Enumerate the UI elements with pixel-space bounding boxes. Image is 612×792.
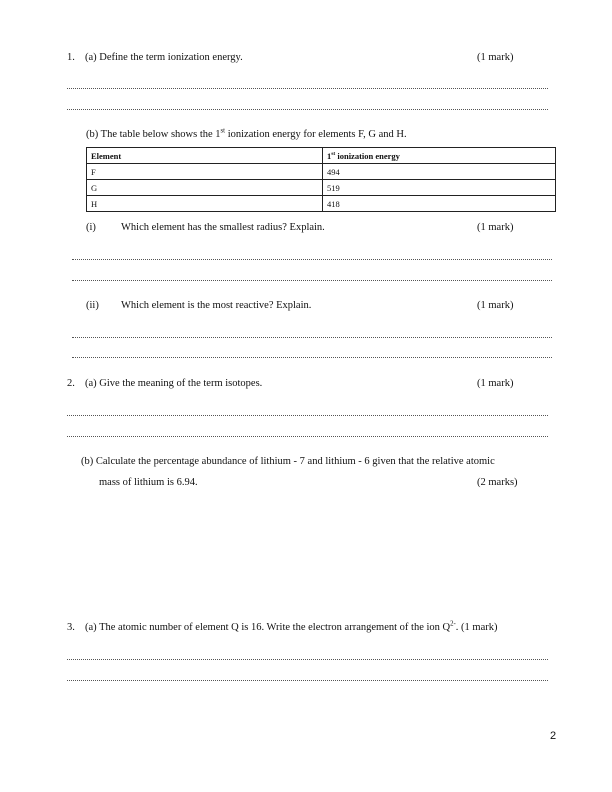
table-header-row [87,148,556,164]
q3-number: 3. [67,622,75,633]
q2-number: 2. [67,378,75,389]
ionization-energy-table [86,147,556,212]
answer-line [67,109,548,110]
element-cell: H [87,196,323,212]
q2b-text-line1: (b) Calculate the percentage abundance of lithium - 7 and lithium - 6 given that the relative atomic [81,456,495,467]
q2a-text: (a) Give the meaning of the term isotopes. [85,378,263,389]
q3a-text: (a) The atomic number of element Q is 16. Write the electron arrangement of the ion $Q^{2-}$. (1 mark) [85,620,498,633]
answer-line [72,357,552,358]
q1i-label: (i) [86,222,96,233]
energy-cell: 494 [323,164,556,180]
q1ii-text: Which element is the most reactive? Explain. [121,300,312,311]
answer-line [67,680,548,681]
q2b-mark: (2 marks) [477,477,518,488]
element-cell: F [87,164,323,180]
answer-line [67,659,548,660]
header-element: Element [87,148,323,164]
answer-line [67,415,548,416]
element-cell: G [87,180,323,196]
energy-cell: 418 [323,196,556,212]
q1ii-mark: (1 mark) [477,300,514,311]
q1a-mark: (1 mark) [477,52,514,63]
q1-number: 1. [67,52,75,63]
answer-line [67,436,548,437]
q1a-text: (a) Define the term ionization energy. [85,52,243,63]
answer-line [72,259,552,260]
table-row [87,164,556,180]
answer-line [72,280,552,281]
page-number: 2 [550,730,557,742]
q1i-text: Which element has the smallest radius? Explain. [121,222,325,233]
q1i-mark: (1 mark) [477,222,514,233]
header-ionization-energy: 1st ionization energy [323,148,556,164]
table-row [87,196,556,212]
q1ii-label: (ii) [86,300,99,311]
table-row [87,180,556,196]
answer-line [72,337,552,338]
energy-cell: 519 [323,180,556,196]
q2b-text-line2: mass of lithium is 6.94. [99,477,198,488]
q1b-intro: (b) The table below shows the 1st ionization energy for elements F, G and H. [86,127,407,140]
answer-line [67,88,548,89]
q2a-mark: (1 mark) [477,378,514,389]
